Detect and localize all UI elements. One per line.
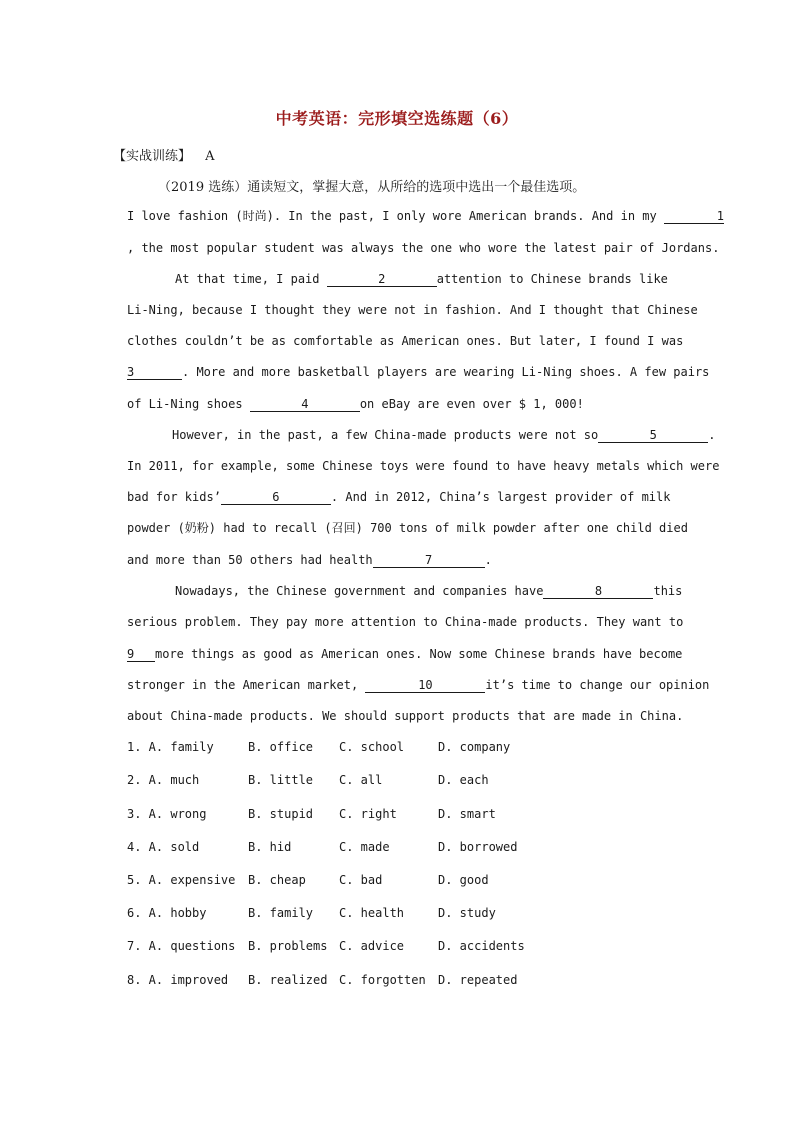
option-choice: C. forgotten [339, 973, 426, 987]
option-choice: D. each [438, 773, 489, 787]
option-choice: 3. A. wrong [127, 807, 207, 821]
option-choice: C. made [339, 840, 390, 854]
passage-line: of Li-Ning shoes 4 on eBay are even over $ 1, 000! [127, 397, 584, 411]
option-choice: B. office [248, 740, 314, 754]
passage-line: However, in the past, a few China-made products were not so 5 . [172, 428, 716, 442]
instruction-text: （2019 选练）通读短文，掌握大意，从所给的选项中选出一个最佳选项。 [158, 180, 586, 195]
blank-7: 7 [373, 553, 485, 568]
option-choice: C. right [339, 807, 397, 821]
blank-1: 1 [664, 209, 724, 224]
option-choice: B. little [248, 773, 314, 787]
passage-line: and more than 50 others had health 7 . [127, 553, 492, 567]
option-choice: D. study [438, 906, 496, 920]
blank-10: 10 [365, 678, 485, 693]
option-choice: B. family [248, 906, 314, 920]
section-letter: A [205, 149, 215, 164]
passage-line: , the most popular student was always the one who wore the latest pair of Jordans. [127, 241, 720, 255]
option-choice: B. realized [248, 973, 328, 987]
option-choice: B. cheap [248, 873, 306, 887]
option-choice: C. all [339, 773, 383, 787]
passage-line: In 2011, for example, some Chinese toys were found to have heavy metals which were [127, 459, 720, 473]
option-choice: 7. A. questions [127, 939, 236, 953]
passage-line: Li-Ning, because I thought they were not in fashion. And I thought that Chinese [127, 303, 698, 317]
option-choice: C. advice [339, 939, 405, 953]
blank-3: 3 [127, 365, 182, 380]
page-title: 中考英语：完形填空选练题（6） [275, 109, 519, 128]
passage-line: Nowadays, the Chinese government and companies have 8 this [175, 584, 683, 598]
passage-line: I love fashion (时尚). In the past, I only wore American brands. And in my 1 [127, 209, 724, 223]
passage-line: 9 more things as good as American ones. Now some Chinese brands have become [127, 647, 683, 661]
passage-line: stronger in the American market, 10 it’s time to change our opinion [127, 678, 710, 692]
option-choice: B. stupid [248, 807, 314, 821]
passage-line: clothes couldn’t be as comfortable as American ones. But later, I found I was [127, 334, 684, 348]
option-choice: 1. A. family [127, 740, 214, 754]
passage-line: about China-made products. We should support products that are made in China. [127, 709, 684, 723]
blank-9: 9 [127, 647, 155, 662]
option-choice: D. good [438, 873, 489, 887]
option-choice: B. problems [248, 939, 328, 953]
passage-line: powder (奶粉) had to recall (召回) 700 tons of milk powder after one child died [127, 521, 688, 535]
option-choice: D. company [438, 740, 511, 754]
option-choice: D. accidents [438, 939, 525, 953]
passage-line: At that time, I paid 2 attention to Chinese brands like [175, 272, 668, 286]
option-choice: 8. A. improved [127, 973, 229, 987]
passage-line: serious problem. They pay more attention to China-made products. They want to [127, 615, 684, 629]
option-choice: 5. A. expensive [127, 873, 236, 887]
option-choice: B. hid [248, 840, 292, 854]
option-choice: C. bad [339, 873, 383, 887]
blank-8: 8 [543, 584, 653, 599]
option-choice: C. school [339, 740, 405, 754]
option-choice: D. smart [438, 807, 496, 821]
blank-2: 2 [327, 272, 437, 287]
option-choice: D. repeated [438, 973, 518, 987]
blank-5: 5 [598, 428, 708, 443]
passage-line: 3 . More and more basketball players are wearing Li-Ning shoes. A few pairs [127, 365, 710, 379]
option-choice: 4. A. sold [127, 840, 200, 854]
option-choice: D. borrowed [438, 840, 518, 854]
option-choice: C. health [339, 906, 405, 920]
blank-4: 4 [250, 397, 360, 412]
section-heading [113, 145, 215, 164]
option-choice: 6. A. hobby [127, 906, 207, 920]
passage-line: bad for kids’ 6 . And in 2012, China’s largest provider of milk [127, 490, 671, 504]
blank-6: 6 [221, 490, 331, 505]
section-label: 【实战训练】 [113, 149, 192, 164]
option-choice: 2. A. much [127, 773, 200, 787]
